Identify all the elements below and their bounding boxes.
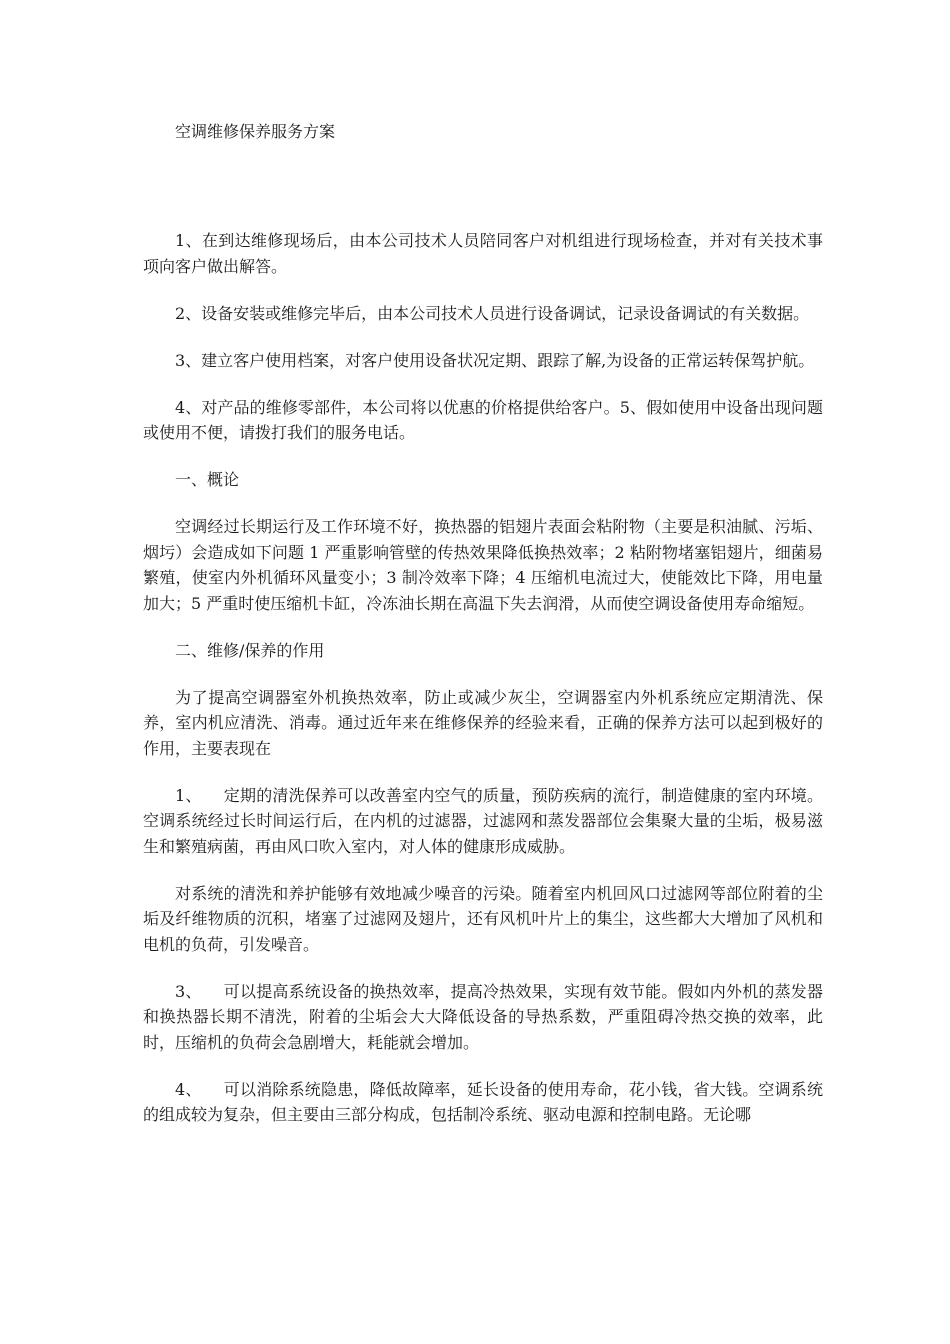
section-1-heading: 一、概论 xyxy=(175,470,240,489)
section-2-heading: 二、维修/保养的作用 xyxy=(175,640,325,660)
benefit-point-1 xyxy=(143,783,823,860)
section-2-intro: 为了提高空调器室外机换热效率，防止或减少灰尘，空调器室内外机系统应定期清洗、保养，室内机应清洗、消毒。通过近年来在维修保养的经验来看，正确的保养方法可以起到极好的作用，主要表现在 xyxy=(143,687,823,758)
service-item-4: 4、对产品的维修零部件，本公司将以优惠的价格提供给客户。5、假如使用中设备出现问题或使用不便，请拨打我们的服务电话。 xyxy=(143,397,823,442)
benefit-point-4 xyxy=(143,1077,823,1128)
benefit-point-4-number: 4、 xyxy=(175,1079,202,1099)
benefit-point-4-text: 可以消除系统隐患，降低故障率，延长设备的使用寿命，花小钱，省大钱。空调系统的组成较为复杂，但主要由三部分构成，包括制冷系统、驱动电源和控制电路。无论哪 xyxy=(143,1079,823,1124)
document-title: 空调维修保养服务方案 xyxy=(175,122,336,141)
benefit-point-2: 对系统的清洗和养护能够有效地减少噪音的污染。随着室内机回风口过滤网等部位附着的尘垢及纤维物质的沉积，堵塞了过滤网及翅片，还有风机叶片上的集尘，这些都大大增加了风机和电机的负荷，引发噪音。 xyxy=(143,883,823,954)
service-item-3: 3、建立客户使用档案，对客户使用设备状况定期、跟踪了解,为设备的正常运转保驾护航。 xyxy=(175,350,815,370)
benefit-point-3-number: 3、 xyxy=(175,981,202,1001)
service-item-2: 2、设备安装或维修完毕后，由本公司技术人员进行设备调试，记录设备调试的有关数据。 xyxy=(175,303,810,323)
benefit-point-3-text: 可以提高系统设备的换热效率，提高冷热效果，实现有效节能。假如内外机的蒸发器和换热器长期不清洗，附着的尘垢会大大降低设备的导热系数，严重阻碍冷热交换的效率，此时，压缩机的负荷会急剧增大，耗能就会增加。 xyxy=(143,981,823,1052)
document-body xyxy=(143,118,823,1149)
benefit-point-1-number: 1、 xyxy=(175,785,202,805)
benefit-point-3 xyxy=(143,979,823,1056)
section-1-body: 空调经过长期运行及工作环境不好，换热器的铝翅片表面会粘附物（主要是积油腻、污垢、烟圬）会造成如下问题 1 严重影响管壁的传热效果降低换热效率；2 粘附物堵塞铝翅片，细菌易繁殖，使室内外机循环风量变小；3 制冷效率下降；4 压缩机电流过大，使能效比下降，用电量加大；5 严重时使压缩机卡缸，冷冻油长期在高温下失去润滑，从而使空调设备使用寿命缩短。 xyxy=(143,517,823,613)
benefit-point-1-text: 定期的清洗保养可以改善室内空气的质量，预防疾病的流行，制造健康的室内环境。空调系统经过长时间运行后，在内机的过滤器，过滤网和蒸发器部位会集聚大量的尘垢，极易滋生和繁殖病菌，再由风口吹入室内，对人体的健康形成威胁。 xyxy=(143,785,823,856)
service-item-1: 1、在到达维修现场后，由本公司技术人员陪同客户对机组进行现场检查，并对有关技术事项向客户做出解答。 xyxy=(143,231,823,276)
